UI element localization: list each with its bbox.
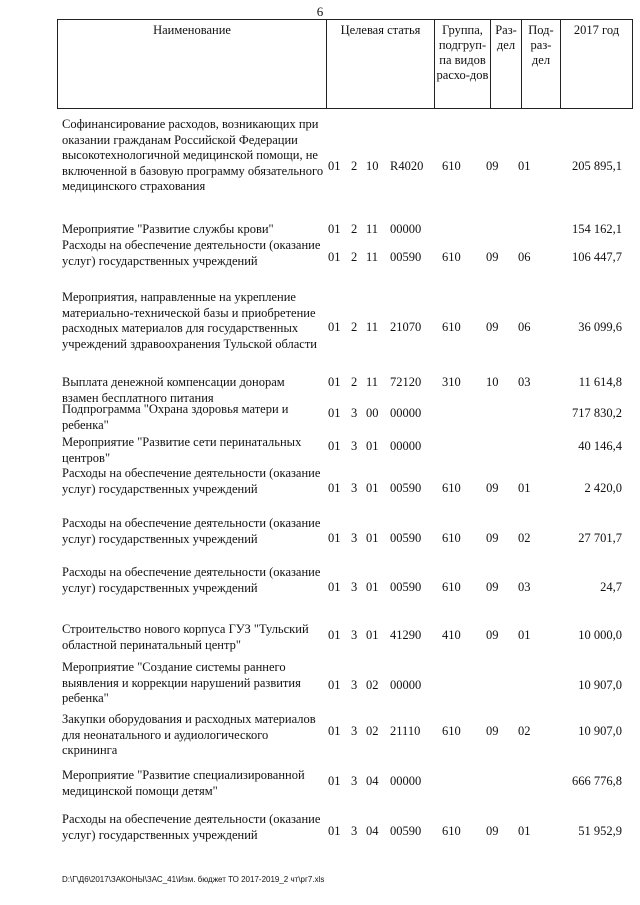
row-cell-c4: 00590 bbox=[390, 250, 422, 264]
row-cell-c6: 09 bbox=[486, 320, 499, 334]
row-cell-c6: 09 bbox=[486, 159, 499, 173]
row-cell-c2: 3 bbox=[351, 628, 358, 642]
row-cell-c2: 2 bbox=[351, 250, 358, 264]
row-cell-c5: 610 bbox=[442, 250, 461, 264]
row-cell-c7: 03 bbox=[518, 580, 531, 594]
row-cell-c1: 01 bbox=[328, 724, 341, 738]
row-cell-c1: 01 bbox=[328, 678, 341, 692]
row-cell-c2: 3 bbox=[351, 678, 358, 692]
row-cell-c8: 10 907,0 bbox=[578, 724, 622, 738]
row-cell-c4: 00590 bbox=[390, 481, 422, 495]
row-cell-c3: 01 bbox=[366, 580, 379, 594]
row-cell-c5: 410 bbox=[442, 628, 461, 642]
row-name: Строительство нового корпуса ГУЗ "Тульский областной перинатальный центр" bbox=[62, 622, 309, 652]
page-number: 6 bbox=[316, 4, 324, 19]
row-name: Расходы на обеспечение деятельности (оказание услуг) государственных учреждений bbox=[62, 812, 321, 842]
row-cell-c7: 01 bbox=[518, 824, 531, 838]
row-cell-c3: 04 bbox=[366, 774, 379, 788]
row-cell-c8: 36 099,6 bbox=[578, 320, 622, 334]
row-cell-c3: 02 bbox=[366, 724, 379, 738]
row-cell-c1: 01 bbox=[328, 159, 341, 173]
row-cell-c5: 610 bbox=[442, 481, 461, 495]
header-target: Целевая статья bbox=[327, 20, 435, 109]
row-cell-c4: 00000 bbox=[390, 222, 422, 236]
row-name: Мероприятие "Развитие службы крови" bbox=[62, 222, 274, 236]
row-cell-c8: 106 447,7 bbox=[572, 250, 622, 264]
row-cell-c4: 00590 bbox=[390, 824, 422, 838]
row-cell-c3: 00 bbox=[366, 406, 379, 420]
row-name: Мероприятие "Развитие сети перинатальных центров" bbox=[62, 435, 302, 465]
row-cell-c2: 3 bbox=[351, 724, 358, 738]
row-cell-c5: 610 bbox=[442, 580, 461, 594]
row-cell-c3: 11 bbox=[366, 375, 379, 389]
row-cell-c1: 01 bbox=[328, 250, 341, 264]
row-cell-c7: 02 bbox=[518, 724, 531, 738]
row-name: Мероприятие "Создание системы раннего выявления и коррекции нарушений развития ребенка" bbox=[62, 660, 301, 705]
row-cell-c3: 01 bbox=[366, 628, 379, 642]
row-cell-c5: 610 bbox=[442, 531, 461, 545]
row-name: Расходы на обеспечение деятельности (оказание услуг) государственных учреждений bbox=[62, 238, 321, 268]
row-cell-c1: 01 bbox=[328, 406, 341, 420]
row-cell-c8: 24,7 bbox=[600, 580, 622, 594]
row-cell-c6: 09 bbox=[486, 824, 499, 838]
row-cell-c7: 02 bbox=[518, 531, 531, 545]
row-cell-c3: 10 bbox=[366, 159, 379, 173]
row-cell-c2: 3 bbox=[351, 580, 358, 594]
row-name: Расходы на обеспечение деятельности (оказание услуг) государственных учреждений bbox=[62, 565, 321, 595]
row-cell-c4: 72120 bbox=[390, 375, 422, 389]
row-cell-c1: 01 bbox=[328, 375, 341, 389]
footer-path: D:\Г\Д6\2017\ЗАКОНЫ\ЗАС_41\Изм. бюджет ТО 2017-2019_2 чт\рг7.xls bbox=[62, 875, 325, 884]
row-cell-c4: R4020 bbox=[390, 159, 424, 173]
row-name: Закупки оборудования и расходных материалов для неонатального и аудиологического скрининга bbox=[62, 712, 316, 757]
row-cell-c7: 03 bbox=[518, 375, 531, 389]
row-name: Расходы на обеспечение деятельности (оказание услуг) государственных учреждений bbox=[62, 516, 321, 546]
row-cell-c3: 11 bbox=[366, 320, 379, 334]
row-cell-c7: 01 bbox=[518, 628, 531, 642]
row-cell-c4: 00000 bbox=[390, 439, 422, 453]
row-name: Мероприятия, направленные на укрепление материально-технической базы и приобретение расходных материалов для государственных учреждений здравоохранения Тульской области bbox=[62, 290, 317, 351]
row-cell-c3: 11 bbox=[366, 250, 379, 264]
row-name: Мероприятие "Развитие специализированной медицинской помощи детям" bbox=[62, 768, 305, 798]
row-cell-c8: 666 776,8 bbox=[572, 774, 622, 788]
row-cell-c4: 41290 bbox=[390, 628, 422, 642]
row-cell-c2: 2 bbox=[351, 159, 358, 173]
row-cell-c8: 717 830,2 bbox=[572, 406, 622, 420]
row-cell-c5: 310 bbox=[442, 375, 461, 389]
row-cell-c1: 01 bbox=[328, 824, 341, 838]
row-cell-c6: 09 bbox=[486, 724, 499, 738]
row-cell-c6: 09 bbox=[486, 531, 499, 545]
row-cell-c6: 09 bbox=[486, 580, 499, 594]
row-cell-c2: 3 bbox=[351, 824, 358, 838]
row-cell-c1: 01 bbox=[328, 531, 341, 545]
header-group: Группа, подгруп-па видов расхо-дов bbox=[435, 20, 491, 109]
row-cell-c8: 10 000,0 bbox=[578, 628, 622, 642]
row-cell-c6: 09 bbox=[486, 481, 499, 495]
row-cell-c8: 2 420,0 bbox=[584, 481, 622, 495]
row-cell-c1: 01 bbox=[328, 320, 341, 334]
row-cell-c4: 00590 bbox=[390, 531, 422, 545]
row-cell-c8: 51 952,9 bbox=[578, 824, 622, 838]
row-cell-c5: 610 bbox=[442, 724, 461, 738]
row-cell-c5: 610 bbox=[442, 159, 461, 173]
row-cell-c1: 01 bbox=[328, 439, 341, 453]
row-cell-c3: 01 bbox=[366, 481, 379, 495]
row-cell-c5: 610 bbox=[442, 320, 461, 334]
row-cell-c1: 01 bbox=[328, 481, 341, 495]
row-cell-c8: 205 895,1 bbox=[572, 159, 622, 173]
table-header bbox=[57, 19, 633, 109]
row-cell-c2: 3 bbox=[351, 531, 358, 545]
row-cell-c7: 01 bbox=[518, 159, 531, 173]
row-cell-c8: 10 907,0 bbox=[578, 678, 622, 692]
row-cell-c3: 04 bbox=[366, 824, 379, 838]
row-cell-c7: 06 bbox=[518, 320, 531, 334]
row-name: Подпрограмма "Охрана здоровья матери и ребенка" bbox=[62, 402, 289, 432]
header-year: 2017 год bbox=[561, 20, 633, 109]
row-cell-c6: 09 bbox=[486, 628, 499, 642]
row-cell-c8: 40 146,4 bbox=[578, 439, 622, 453]
row-cell-c8: 27 701,7 bbox=[578, 531, 622, 545]
row-cell-c2: 3 bbox=[351, 406, 358, 420]
row-cell-c4: 21070 bbox=[390, 320, 422, 334]
row-name: Расходы на обеспечение деятельности (оказание услуг) государственных учреждений bbox=[62, 466, 321, 496]
header-section: Раз-дел bbox=[491, 20, 522, 109]
row-cell-c3: 01 bbox=[366, 439, 379, 453]
row-cell-c4: 00000 bbox=[390, 678, 422, 692]
row-cell-c3: 11 bbox=[366, 222, 379, 236]
row-cell-c4: 00590 bbox=[390, 580, 422, 594]
row-cell-c2: 2 bbox=[351, 222, 358, 236]
row-name: Софинансирование расходов, возникающих при оказании гражданам Российской Федерации высокотехнологичной медицинской помощи, не включенной в базовую программу обязательного медицинского страхования bbox=[62, 117, 324, 193]
row-cell-c2: 3 bbox=[351, 774, 358, 788]
row-cell-c1: 01 bbox=[328, 580, 341, 594]
row-cell-c1: 01 bbox=[328, 222, 341, 236]
row-cell-c4: 21110 bbox=[390, 724, 421, 738]
row-cell-c8: 11 614,8 bbox=[578, 375, 622, 389]
row-cell-c6: 10 bbox=[486, 375, 499, 389]
row-cell-c7: 01 bbox=[518, 481, 531, 495]
row-cell-c6: 09 bbox=[486, 250, 499, 264]
row-cell-c7: 06 bbox=[518, 250, 531, 264]
row-cell-c2: 2 bbox=[351, 375, 358, 389]
row-cell-c2: 3 bbox=[351, 439, 358, 453]
header-subsection: Под-раз-дел bbox=[522, 20, 561, 109]
row-cell-c1: 01 bbox=[328, 628, 341, 642]
row-cell-c3: 02 bbox=[366, 678, 379, 692]
row-cell-c3: 01 bbox=[366, 531, 379, 545]
row-cell-c2: 2 bbox=[351, 320, 358, 334]
header-name: Наименование bbox=[58, 20, 327, 109]
row-cell-c5: 610 bbox=[442, 824, 461, 838]
row-cell-c4: 00000 bbox=[390, 406, 422, 420]
row-cell-c2: 3 bbox=[351, 481, 358, 495]
row-cell-c4: 00000 bbox=[390, 774, 422, 788]
row-cell-c1: 01 bbox=[328, 774, 341, 788]
row-cell-c8: 154 162,1 bbox=[572, 222, 622, 236]
row-name: Выплата денежной компенсации донорам взамен бесплатного питания bbox=[62, 375, 285, 405]
